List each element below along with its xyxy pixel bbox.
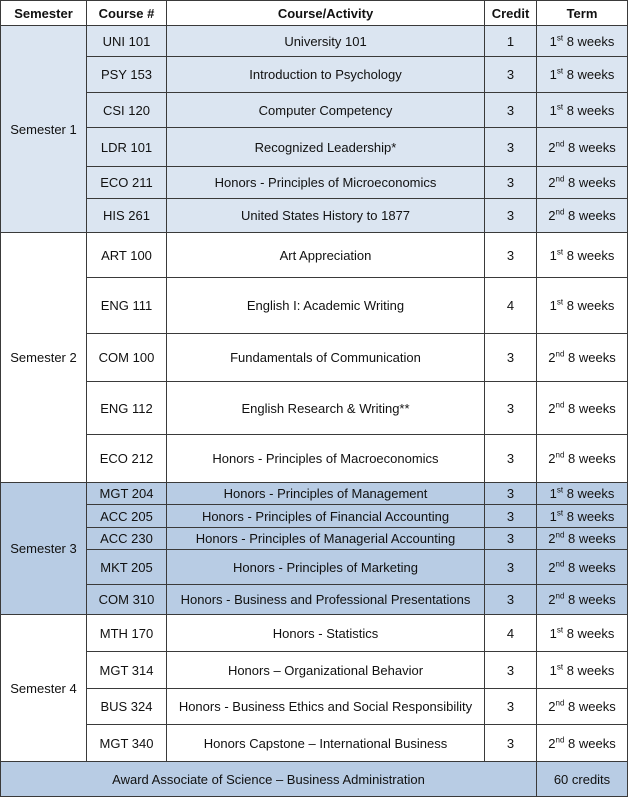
semester-label: Semester 4 [1,615,87,762]
term-duration: 8 weeks [564,559,616,575]
award-credits: 60 credits [537,762,628,797]
term-ordinal: 1 [549,508,557,524]
term-ordinal: 1 [549,33,557,49]
course-term [537,233,628,278]
header-row [1,1,628,26]
header-term: Term [537,1,628,26]
course-term [537,93,628,128]
term-ordinal-suffix: nd [555,174,565,184]
course-number: MGT 314 [87,652,167,689]
term-ordinal: 1 [549,486,557,501]
term-duration: 8 weeks [564,735,616,751]
course-activity: Honors - Principles of Financial Accounting [167,505,485,528]
course-activity: English Research & Writing** [167,382,485,435]
header-course-activity: Course/Activity [167,1,485,26]
course-row [1,435,628,483]
term-ordinal-suffix: nd [555,735,565,745]
course-term [537,435,628,483]
header-course-number: Course # [87,1,167,26]
course-number: MTH 170 [87,615,167,652]
course-activity: Honors - Business and Professional Presentations [167,585,485,615]
term-duration: 8 weeks [563,625,615,641]
term-ordinal: 2 [548,699,556,714]
course-number: COM 310 [87,585,167,615]
term-ordinal-suffix: nd [555,450,565,460]
award-label: Award Associate of Science – Business Administration [1,762,537,797]
course-credit: 3 [485,334,537,382]
term-ordinal-suffix: nd [555,591,565,601]
term-ordinal: 2 [548,735,556,751]
term-ordinal-suffix: nd [555,139,565,149]
course-activity: Fundamentals of Communication [167,334,485,382]
course-number: HIS 261 [87,199,167,233]
term-ordinal-suffix: st [556,625,564,635]
course-row [1,382,628,435]
course-number: MGT 204 [87,483,167,505]
term-ordinal: 1 [549,247,557,263]
term-duration: 8 weeks [564,531,616,546]
course-credit: 3 [485,725,537,762]
course-activity: English I: Academic Writing [167,278,485,334]
course-activity: Honors - Business Ethics and Social Responsibility [167,689,485,725]
course-term [537,57,628,93]
course-credit: 3 [485,128,537,167]
term-duration: 8 weeks [563,298,615,313]
course-number: ENG 112 [87,382,167,435]
term-ordinal-suffix: st [556,33,564,43]
course-number: MGT 340 [87,725,167,762]
term-ordinal-suffix: nd [555,698,565,708]
term-duration: 8 weeks [564,350,616,365]
award-row [1,762,628,797]
header-semester: Semester [1,1,87,26]
term-ordinal-suffix: st [556,102,564,112]
semester-label: Semester 3 [1,483,87,615]
course-number: MKT 205 [87,550,167,585]
term-ordinal-suffix: nd [555,207,565,217]
course-row [1,128,628,167]
course-number: BUS 324 [87,689,167,725]
course-number: ACC 205 [87,505,167,528]
term-ordinal-suffix: st [556,247,564,257]
course-credit: 3 [485,585,537,615]
term-duration: 8 weeks [564,208,616,223]
term-duration: 8 weeks [563,662,615,678]
course-term [537,278,628,334]
course-number: COM 100 [87,334,167,382]
course-credit: 4 [485,278,537,334]
term-duration: 8 weeks [564,175,616,190]
course-row [1,334,628,382]
course-credit: 3 [485,435,537,483]
course-number: ART 100 [87,233,167,278]
course-credit: 4 [485,615,537,652]
course-credit: 3 [485,652,537,689]
course-row [1,615,628,652]
course-credit: 3 [485,233,537,278]
course-row [1,585,628,615]
term-duration: 8 weeks [564,699,616,714]
course-row [1,167,628,199]
course-number: UNI 101 [87,26,167,57]
course-number: ECO 212 [87,435,167,483]
course-term [537,615,628,652]
course-term [537,382,628,435]
term-ordinal: 2 [548,559,556,575]
term-duration: 8 weeks [564,139,616,155]
course-credit: 3 [485,57,537,93]
course-row [1,483,628,505]
term-ordinal: 2 [548,531,556,546]
term-ordinal-suffix: nd [555,349,565,359]
term-duration: 8 weeks [564,592,616,607]
course-row [1,550,628,585]
course-row [1,57,628,93]
term-ordinal-suffix: st [556,66,564,76]
course-credit: 3 [485,528,537,550]
course-term [537,334,628,382]
term-ordinal: 1 [549,662,557,678]
course-activity: Honors - Principles of Macroeconomics [167,435,485,483]
term-ordinal: 2 [548,592,556,607]
course-activity: Recognized Leadership* [167,128,485,167]
course-credit: 3 [485,93,537,128]
term-ordinal: 1 [549,67,557,82]
course-credit: 3 [485,505,537,528]
course-activity: Honors – Organizational Behavior [167,652,485,689]
course-number: ENG 111 [87,278,167,334]
course-number: CSI 120 [87,93,167,128]
course-activity: United States History to 1877 [167,199,485,233]
course-term [537,689,628,725]
plan-body [1,26,628,797]
course-credit: 3 [485,382,537,435]
term-ordinal-suffix: st [556,662,564,672]
header-credit: Credit [485,1,537,26]
course-activity: Honors - Principles of Managerial Accounting [167,528,485,550]
term-ordinal: 1 [549,298,557,313]
term-ordinal-suffix: nd [555,400,565,410]
course-row [1,26,628,57]
course-row [1,199,628,233]
course-row [1,505,628,528]
course-activity: Art Appreciation [167,233,485,278]
term-ordinal: 2 [548,175,556,190]
course-term [537,505,628,528]
course-row [1,725,628,762]
term-ordinal-suffix: st [556,508,564,518]
term-ordinal: 2 [548,139,556,155]
term-duration: 8 weeks [563,508,615,524]
term-duration: 8 weeks [563,247,615,263]
semester-label: Semester 2 [1,233,87,483]
course-activity: Introduction to Psychology [167,57,485,93]
course-number: LDR 101 [87,128,167,167]
course-activity: Honors - Statistics [167,615,485,652]
course-term [537,167,628,199]
term-ordinal: 2 [548,451,556,466]
course-term [537,652,628,689]
term-duration: 8 weeks [564,400,616,416]
term-duration: 8 weeks [563,33,615,49]
course-row [1,93,628,128]
term-duration: 8 weeks [563,102,615,118]
term-ordinal-suffix: st [556,485,564,495]
course-activity: Honors - Principles of Microeconomics [167,167,485,199]
term-ordinal: 1 [549,625,557,641]
semester-label: Semester 1 [1,26,87,233]
course-credit: 3 [485,483,537,505]
course-activity: Computer Competency [167,93,485,128]
term-ordinal-suffix: nd [555,530,565,540]
course-term [537,26,628,57]
term-ordinal: 2 [548,400,556,416]
course-term [537,585,628,615]
course-activity: Honors - Principles of Management [167,483,485,505]
term-duration: 8 weeks [563,67,615,82]
term-duration: 8 weeks [563,486,615,501]
course-number: PSY 153 [87,57,167,93]
course-row [1,689,628,725]
course-credit: 3 [485,550,537,585]
term-ordinal-suffix: st [556,297,564,307]
course-number: ECO 211 [87,167,167,199]
term-ordinal: 1 [549,102,557,118]
course-term [537,528,628,550]
course-activity: Honors Capstone – International Business [167,725,485,762]
course-credit: 3 [485,689,537,725]
course-activity: Honors - Principles of Marketing [167,550,485,585]
term-ordinal: 2 [548,208,556,223]
course-term [537,725,628,762]
term-ordinal-suffix: nd [555,559,565,569]
course-row [1,652,628,689]
course-number: ACC 230 [87,528,167,550]
course-term [537,199,628,233]
course-credit: 1 [485,26,537,57]
course-term [537,128,628,167]
course-activity: University 101 [167,26,485,57]
course-row [1,233,628,278]
course-credit: 3 [485,167,537,199]
course-row [1,278,628,334]
course-row [1,528,628,550]
course-credit: 3 [485,199,537,233]
course-term [537,550,628,585]
course-term [537,483,628,505]
term-duration: 8 weeks [564,451,616,466]
term-ordinal: 2 [548,350,556,365]
